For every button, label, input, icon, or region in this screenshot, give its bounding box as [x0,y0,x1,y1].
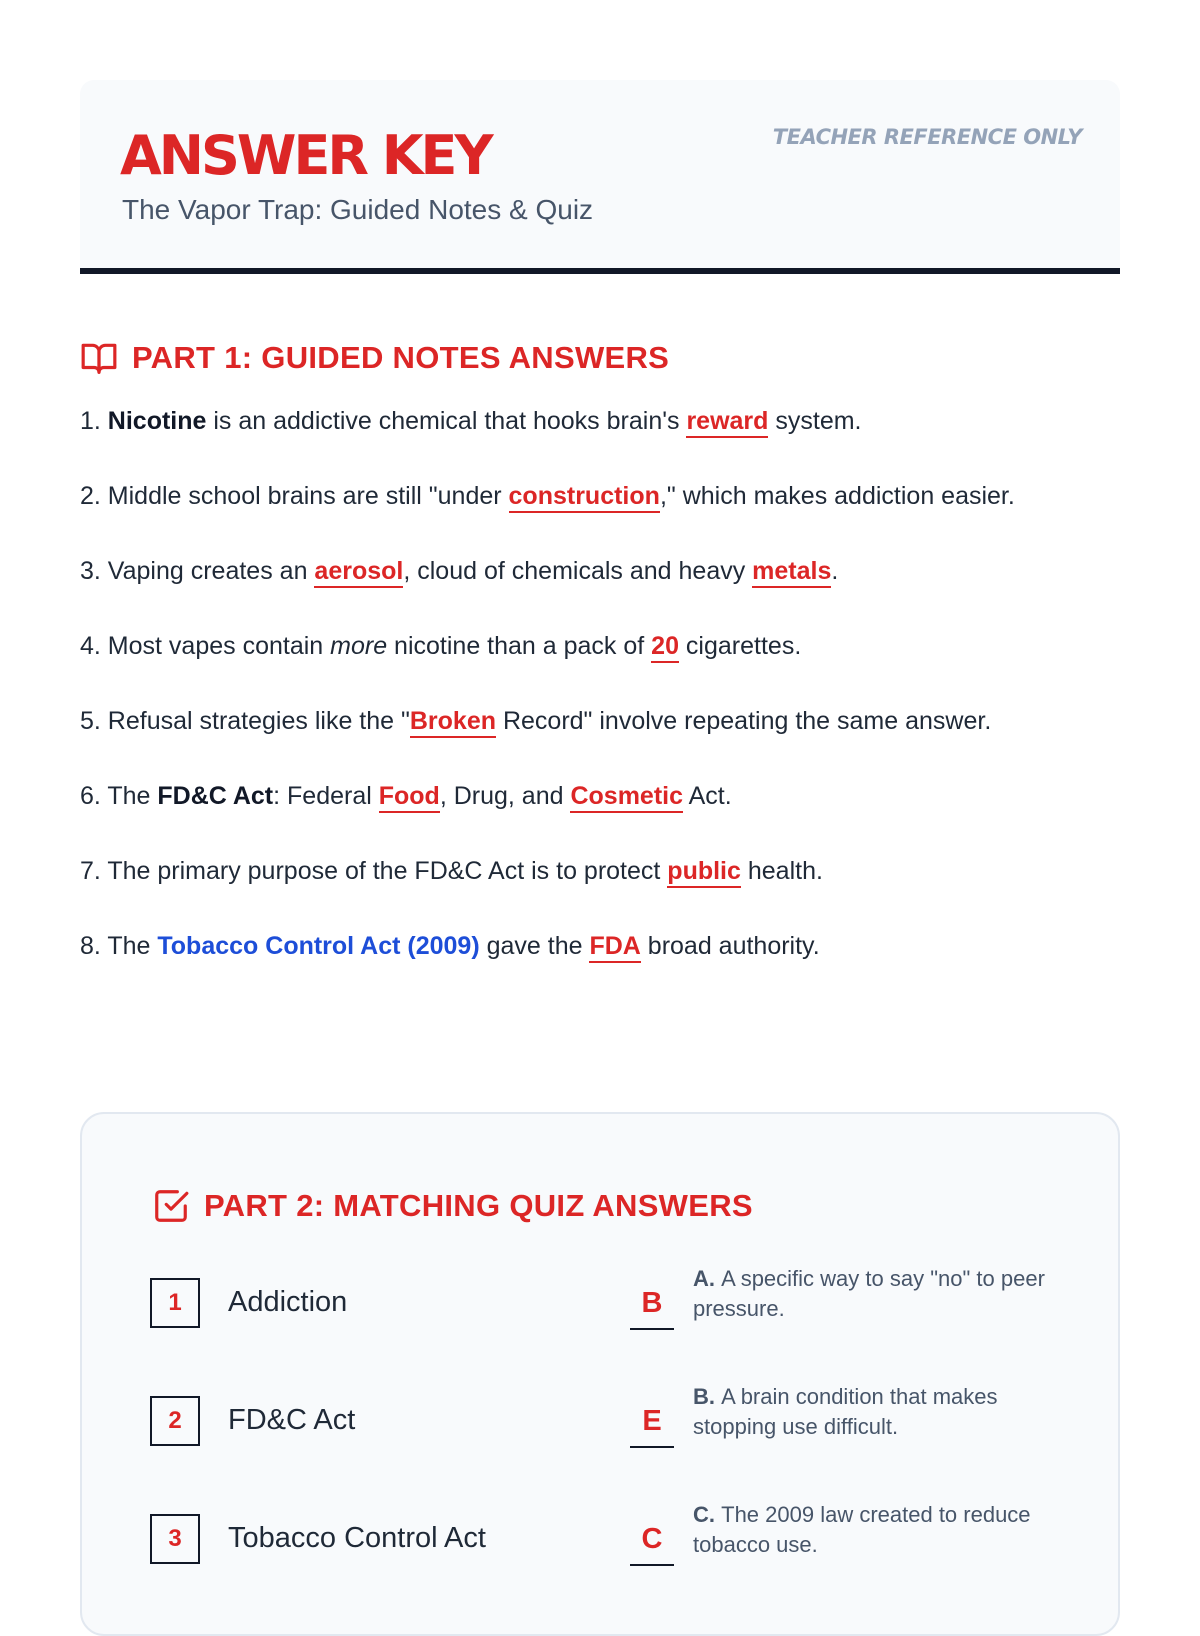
definition-letter: C. [693,1502,722,1527]
note-number: 7. [80,857,108,885]
answer-key-page [80,80,1120,1557]
note-item [80,625,1140,667]
answer-blank: FDA [589,932,640,963]
answer-blank: Cosmetic [570,782,683,813]
note-text: gave the [479,932,590,960]
quiz-row [150,1266,1050,1338]
answer-blank: Food [379,782,440,813]
note-text: . [831,557,839,585]
note-text: Record" involve repeating the same answer. [496,707,992,735]
note-item [80,700,1140,742]
note-number: 2. [80,482,108,510]
note-text: cigarettes. [678,632,802,660]
answer-letter: B [630,1278,674,1330]
note-text: nicotine than a pack of [387,632,652,660]
answer-blank: 20 [651,632,679,663]
part1-title: PART 1: GUIDED NOTES ANSWERS [132,340,670,375]
definition-body: A brain condition that makes stopping use difficult. [693,1384,998,1439]
note-text: The [107,932,158,960]
note-item [80,550,1140,592]
part1-heading [80,338,669,378]
question-number-box: 1 [150,1278,200,1328]
note-text: health. [740,857,823,885]
open-book-icon [80,339,118,377]
note-text: Vaping creates an [107,557,315,585]
quiz-term: Addiction [228,1286,348,1318]
note-number: 8. [80,932,108,960]
definition-body: A specific way to say "no" to peer pressure. [693,1266,1045,1321]
note-text: , cloud of chemicals and heavy [403,557,753,585]
note-text: Middle school brains are still "under [107,482,509,510]
note-number: 4. [80,632,108,660]
note-text: The primary purpose of the FD&C Act is to protect [107,857,668,885]
quiz-row [150,1384,1050,1456]
highlighted-term: Tobacco Control Act (2009) [157,932,480,960]
note-number: 1. [80,407,108,435]
note-text: The [107,782,158,810]
quiz-row [150,1502,1050,1574]
note-text: is an addictive chemical that hooks brain's [206,407,687,435]
answer-blank: metals [752,557,831,588]
note-item [80,475,1140,517]
note-text: Most vapes contain [107,632,331,660]
note-item [80,925,1140,967]
answer-blank: Broken [410,707,496,738]
note-text: : Federal [273,782,379,810]
note-number: 3. [80,557,108,585]
definition-letter: A. [693,1266,722,1291]
definition-text [693,1500,1053,1560]
emphasis-text: more [330,632,388,660]
note-item [80,850,1140,892]
answer-blank: aerosol [314,557,403,588]
question-number-box: 2 [150,1396,200,1446]
note-item [80,400,1140,442]
definition-body: The 2009 law created to reduce tobacco use. [693,1502,1031,1557]
note-text: broad authority. [640,932,820,960]
question-number-box: 3 [150,1514,200,1564]
page-title: ANSWER KEY [120,124,491,187]
definition-text [693,1264,1053,1324]
answer-blank: reward [686,407,768,438]
definition-text [693,1382,1053,1442]
note-item [80,775,1140,817]
part2-title: PART 2: MATCHING QUIZ ANSWERS [204,1188,753,1223]
note-text: system. [768,407,862,435]
checkbox-icon [152,1187,190,1225]
answer-blank: public [667,857,741,888]
note-number: 6. [80,782,108,810]
quiz-term: Tobacco Control Act [228,1522,486,1554]
key-term: Nicotine [107,407,207,435]
page-subtitle: The Vapor Trap: Guided Notes & Quiz [122,194,594,225]
answer-blank: construction [509,482,660,513]
quiz-term: FD&C Act [228,1404,356,1436]
header-card [80,80,1120,274]
note-text: Refusal strategies like the " [107,707,410,735]
answer-letter: E [630,1396,674,1448]
guided-notes-list [80,400,1140,1000]
note-text: ," which makes addiction easier. [659,482,1015,510]
note-text: , Drug, and [439,782,571,810]
matching-quiz-card [80,1112,1120,1636]
teacher-reference-label: TEACHER REFERENCE ONLY [772,125,1082,149]
note-number: 5. [80,707,108,735]
definition-letter: B. [693,1384,722,1409]
key-term: FD&C Act [157,782,274,810]
part2-heading [152,1186,753,1226]
answer-letter: C [630,1514,674,1566]
note-text: Act. [683,782,732,810]
